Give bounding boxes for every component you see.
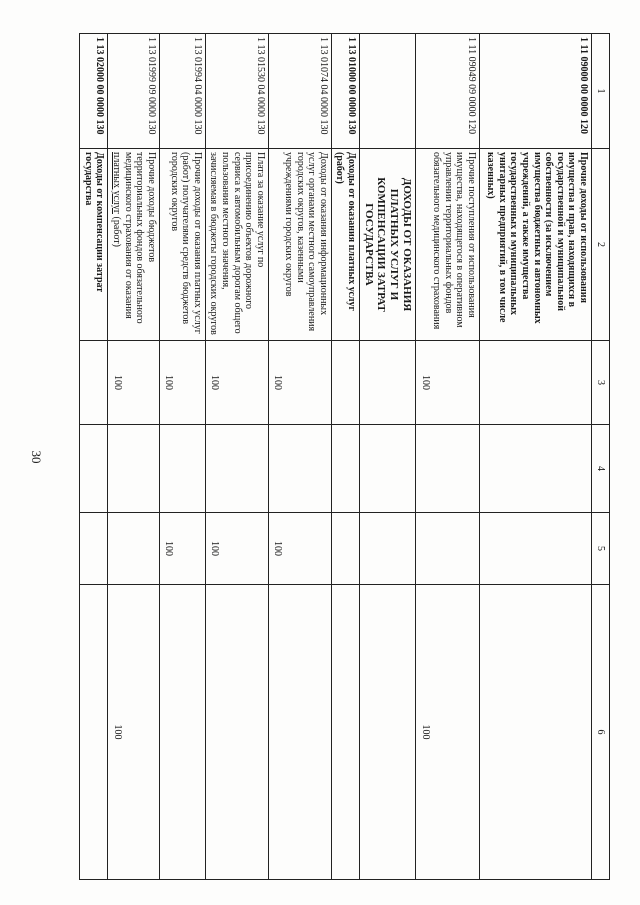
row-value-col6 <box>159 585 205 880</box>
row-description: Прочие доходы от использования имущества и прав, находящихся в государственной и муниципальной собственности (за исключением имущества бюджетных и автономных учреждений, а также имущества государственных и муниципальных унитарных предприятий, в том числе казенных) <box>480 149 592 341</box>
row-value-col4 <box>268 425 331 513</box>
row-description: Доходы от компенсации затрат государства <box>80 149 108 341</box>
row-value-col6 <box>268 585 331 880</box>
table-row <box>416 34 480 880</box>
row-code: 1 13 01074 04 0000 130 <box>268 34 331 149</box>
row-code <box>360 34 416 149</box>
page-number: 30 <box>29 450 44 464</box>
revenue-codes-table <box>79 33 610 880</box>
row-value-col4 <box>331 425 359 513</box>
table-row <box>80 34 108 880</box>
row-value-col5: 100 <box>205 513 268 585</box>
row-description-text: Прочие доходы бюджетов территориальных фондов обязательного медицинского страхования от оказания <box>122 152 157 324</box>
row-value-col3: 100 <box>205 341 268 425</box>
row-value-col4 <box>159 425 205 513</box>
header-col-2: 2 <box>592 149 610 341</box>
row-value-col3 <box>331 341 359 425</box>
row-value-col3 <box>480 341 592 425</box>
row-value-col3: 100 <box>268 341 331 425</box>
section-heading: ДОХОДЫ ОТ ОКАЗАНИЯ ПЛАТНЫХ УСЛУГ И КОМПЕНСАЦИИ ЗАТРАТ ГОСУДАРСТВА <box>360 149 416 341</box>
row-value-col4 <box>108 425 159 513</box>
row-value-col5: 100 <box>268 513 331 585</box>
table-row <box>331 34 359 880</box>
row-value-col5 <box>480 513 592 585</box>
section-heading-row <box>360 34 416 880</box>
table-row <box>268 34 331 880</box>
table-row <box>205 34 268 880</box>
row-value-col3 <box>80 341 108 425</box>
row-value-col4 <box>360 425 416 513</box>
header-col-4: 4 <box>592 425 610 513</box>
row-value-col3 <box>360 341 416 425</box>
row-code: 1 13 01530 04 0000 130 <box>205 34 268 149</box>
row-value-col6: 100 <box>416 585 480 880</box>
row-value-col5 <box>80 513 108 585</box>
row-description-tail: (работ) <box>111 214 123 247</box>
row-value-col3: 100 <box>416 341 480 425</box>
row-value-col4 <box>416 425 480 513</box>
row-description: Прочие поступления от использования имущества, находящегося в оперативном управлении территориальных фондов обязательного медицинского страхования <box>416 149 480 341</box>
row-value-col5: 100 <box>159 513 205 585</box>
row-value-col6 <box>360 585 416 880</box>
row-value-col6 <box>80 585 108 880</box>
row-description: Плата за оказание услуг по присоединению объектов дорожного сервиса к автомобильным дорогам общего пользования местного значения, зачисляемая в бюджеты городских округов <box>205 149 268 341</box>
table-row <box>480 34 592 880</box>
row-value-col4 <box>205 425 268 513</box>
row-code: 1 13 01999 09 0000 130 <box>108 34 159 149</box>
row-description <box>108 149 159 341</box>
header-col-6: 6 <box>592 585 610 880</box>
header-col-1: 1 <box>592 34 610 149</box>
header-col-5: 5 <box>592 513 610 585</box>
row-code: 1 11 09049 09 0000 120 <box>416 34 480 149</box>
table-row <box>159 34 205 880</box>
table-row <box>108 34 159 880</box>
row-value-col4 <box>480 425 592 513</box>
row-value-col5 <box>360 513 416 585</box>
row-description: Доходы от оказания информационных услуг органами местного самоуправления городских округов, казенными учреждениями городских округов <box>268 149 331 341</box>
rotated-table-area <box>82 33 610 881</box>
row-code: 1 11 09000 00 0000 120 <box>480 34 592 149</box>
row-value-col3: 100 <box>159 341 205 425</box>
row-code: 1 13 01994 04 0000 130 <box>159 34 205 149</box>
row-value-col5 <box>416 513 480 585</box>
row-code: 1 13 01000 00 0000 130 <box>331 34 359 149</box>
row-value-col6 <box>205 585 268 880</box>
header-col-3: 3 <box>592 341 610 425</box>
row-description-underlined: платных услуг <box>111 152 123 214</box>
row-value-col6 <box>480 585 592 880</box>
row-value-col3: 100 <box>108 341 159 425</box>
row-code: 1 13 02000 00 0000 130 <box>80 34 108 149</box>
row-description: Прочие доходы от оказания платных услуг (работ) получателями средств бюджетов городских округов <box>159 149 205 341</box>
row-value-col6 <box>331 585 359 880</box>
row-value-col6: 100 <box>108 585 159 880</box>
row-value-col4 <box>80 425 108 513</box>
table-header-row <box>592 34 610 880</box>
row-value-col5 <box>331 513 359 585</box>
row-value-col5 <box>108 513 159 585</box>
row-description: Доходы от оказания платных услуг (работ) <box>331 149 359 341</box>
